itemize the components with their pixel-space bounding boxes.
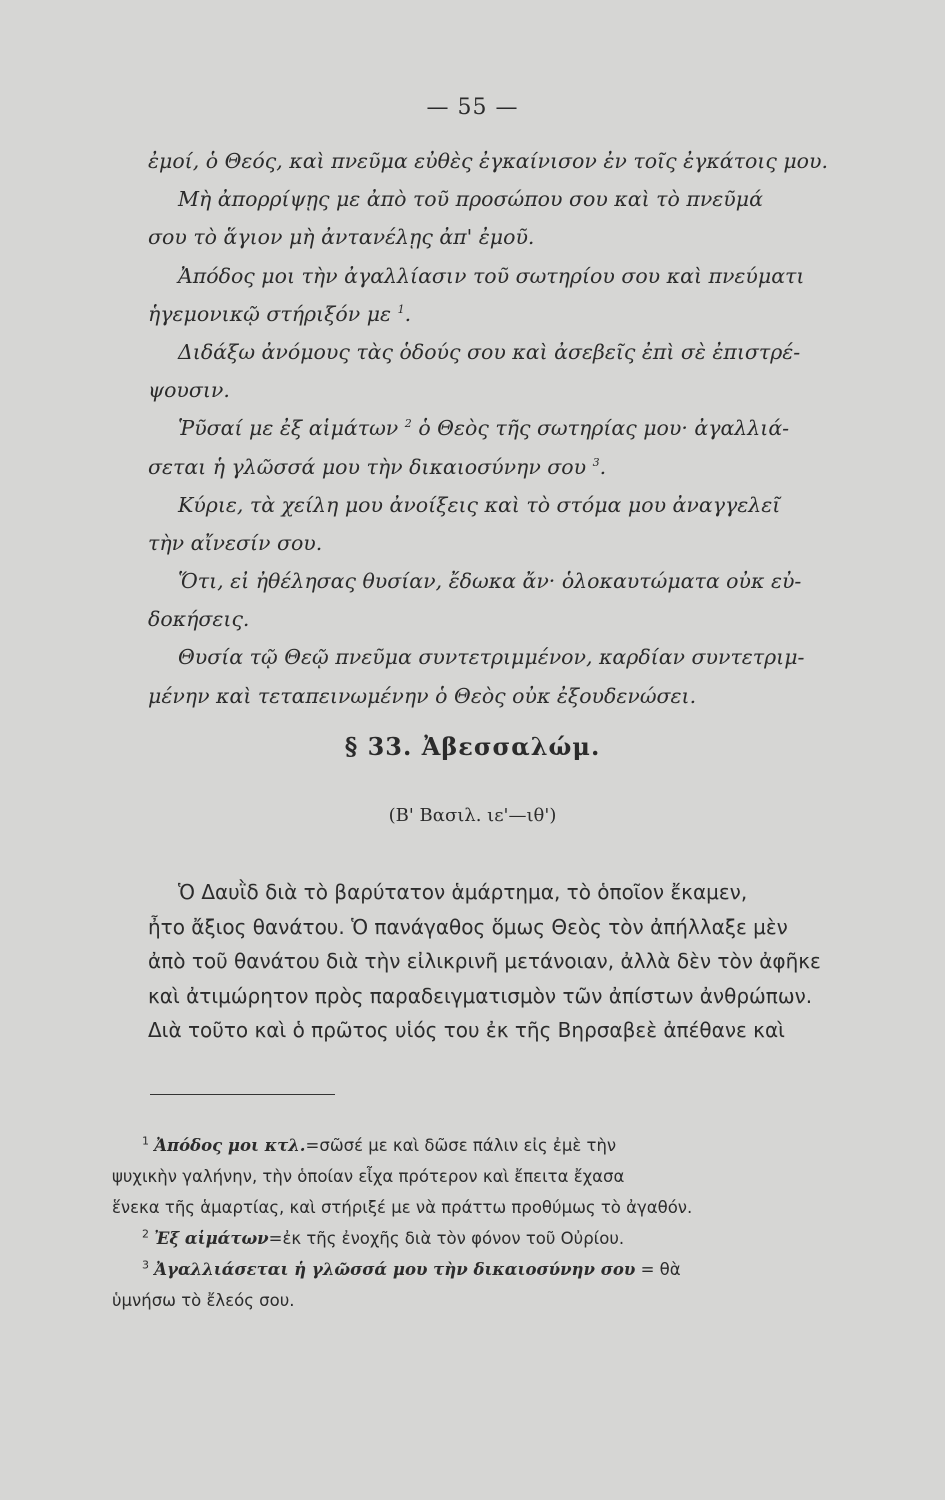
footnote-ref: 1 xyxy=(397,302,405,316)
footnote-text: ὑμνήσω τὸ ἔλεός σου. xyxy=(112,1291,295,1310)
psalm-line: Ἀπόδος μοι τὴν ἀγαλλίασιν τοῦ σωτηρίου σου καὶ πνεύματι xyxy=(178,263,805,288)
footnote-text: =ἐκ τῆς ἐνοχῆς διὰ τὸν φόνον τοῦ Οὐρίου. xyxy=(268,1229,625,1248)
footnote xyxy=(112,1130,802,1161)
psalm-line: σου τὸ ἅγιον μὴ ἀντανέλῃς ἀπ' ἐμοῦ. xyxy=(148,225,535,250)
footnote-marker: 2 xyxy=(142,1227,149,1241)
psalm-line-text: ὁ Θεὸς τῆς σωτηρίας μου· ἀγαλλιά- xyxy=(411,416,790,441)
footnote xyxy=(112,1192,802,1223)
footnote-ref: 2 xyxy=(404,417,412,431)
section-heading: § 33. Ἀβεσσαλώμ. xyxy=(344,732,601,761)
footnote xyxy=(112,1254,802,1285)
footnote-lemma: Ἀγαλλιάσεται ἡ γλῶσσά μου τὴν δικαιοσύνην σου xyxy=(154,1260,636,1279)
psalm-line xyxy=(148,295,798,333)
psalm-line-text: σεται ἡ γλῶσσά μου τὴν δικαιοσύνην σου xyxy=(148,454,587,479)
psalm-text xyxy=(148,142,828,715)
psalm-line xyxy=(148,409,798,447)
psalm-line: Ὅτι, εἰ ἠθέλησας θυσίαν, ἔδωκα ἄν· ὁλοκαυτώματα οὐκ εὐ- xyxy=(178,569,802,594)
footnote-marker: 1 xyxy=(142,1134,149,1148)
footnote-text: =σῶσέ με καὶ δῶσε πάλιν εἰς ἐμὲ τὴν xyxy=(305,1136,617,1155)
footnote-text: ψυχικὴν γαλήνην, τὴν ὁποίαν εἶχα πρότερον καὶ ἔπειτα ἔχασα xyxy=(112,1167,625,1186)
psalm-line: ψουσιν. xyxy=(148,378,230,403)
footnote-lemma: Ἀπόδος μοι κτλ. xyxy=(154,1136,306,1155)
body-line: ἀπὸ τοῦ θανάτου διὰ τὴν εἰλικρινῆ μετάνοιαν, ἀλλὰ δὲν τὸν ἀφῆκε xyxy=(148,949,821,973)
psalm-line: ἐμοί, ὁ Θεός, καὶ πνεῦμα εὐθὲς ἐγκαίνισον ἐν τοῖς ἐγκάτοις μου. xyxy=(148,149,828,173)
body-line: Διὰ τοῦτο καὶ ὁ πρῶτος υἱός του ἐκ τῆς Βηρσαβεὲ ἀπέθανε καὶ xyxy=(148,1018,785,1042)
psalm-line: μένην καὶ τεταπεινωμένην ὁ Θεὸς οὐκ ἐξουδενώσει. xyxy=(148,683,697,708)
body-line: ἦτο ἄξιος θανάτου. Ὁ πανάγαθος ὅμως Θεὸς τὸν ἀπήλλαξε μὲν xyxy=(148,914,788,939)
psalm-line: Θυσία τῷ Θεῷ πνεῦμα συντετριμμένον, καρδίαν συντετριμ- xyxy=(178,645,805,670)
psalm-line-text: ἡγεμονικῷ στήριξόν με xyxy=(148,301,392,326)
section-source: (Β' Βασιλ. ιε'—ιθ') xyxy=(388,805,557,826)
body-text xyxy=(148,875,821,1048)
footnote xyxy=(112,1161,802,1192)
psalm-line: τὴν αἴνεσίν σου. xyxy=(148,530,323,555)
footnote-divider xyxy=(150,1094,335,1095)
footnote-text: = θὰ xyxy=(635,1260,681,1279)
psalm-line: δοκήσεις. xyxy=(148,607,250,632)
psalm-line-punct: . xyxy=(599,454,607,479)
psalm-line xyxy=(148,448,798,486)
body-line: καὶ ἀτιμώρητον πρὸς παραδειγματισμὸν τῶν ἀπίστων ἀνθρώπων. xyxy=(148,983,813,1008)
psalm-line: Μὴ ἀπορρίψῃς με ἀπὸ τοῦ προσώπου σου καὶ τὸ πνεῦμά xyxy=(178,187,763,212)
page-number: — 55 — xyxy=(426,95,519,120)
psalm-line-text: Ῥῦσαί με ἐξ αἱμάτων xyxy=(178,416,399,441)
psalm-line-punct: . xyxy=(404,301,412,326)
footnote-ref: 3 xyxy=(592,455,600,469)
footnote-marker: 3 xyxy=(142,1258,149,1272)
psalm-line: Διδάξω ἀνόμους τὰς ὁδούς σου καὶ ἀσεβεῖς ἐπὶ σὲ ἐπιστρέ- xyxy=(178,339,801,364)
body-line: Ὁ Δαυῒδ διὰ τὸ βαρύτατον ἁμάρτημα, τὸ ὁποῖον ἔκαμεν, xyxy=(178,880,748,904)
footnote-lemma: Ἐξ αἱμάτων xyxy=(154,1229,269,1248)
footnotes xyxy=(112,1130,802,1316)
psalm-line: Κύριε, τὰ χείλη μου ἀνοίξεις καὶ τὸ στόμα μου ἀναγγελεῖ xyxy=(178,492,781,517)
footnote-text: ἕνεκα τῆς ἁμαρτίας, καὶ στήριξέ με νὰ πράττω προθύμως τὸ ἀγαθόν. xyxy=(112,1198,693,1217)
footnote xyxy=(112,1223,802,1254)
footnote xyxy=(112,1285,802,1316)
